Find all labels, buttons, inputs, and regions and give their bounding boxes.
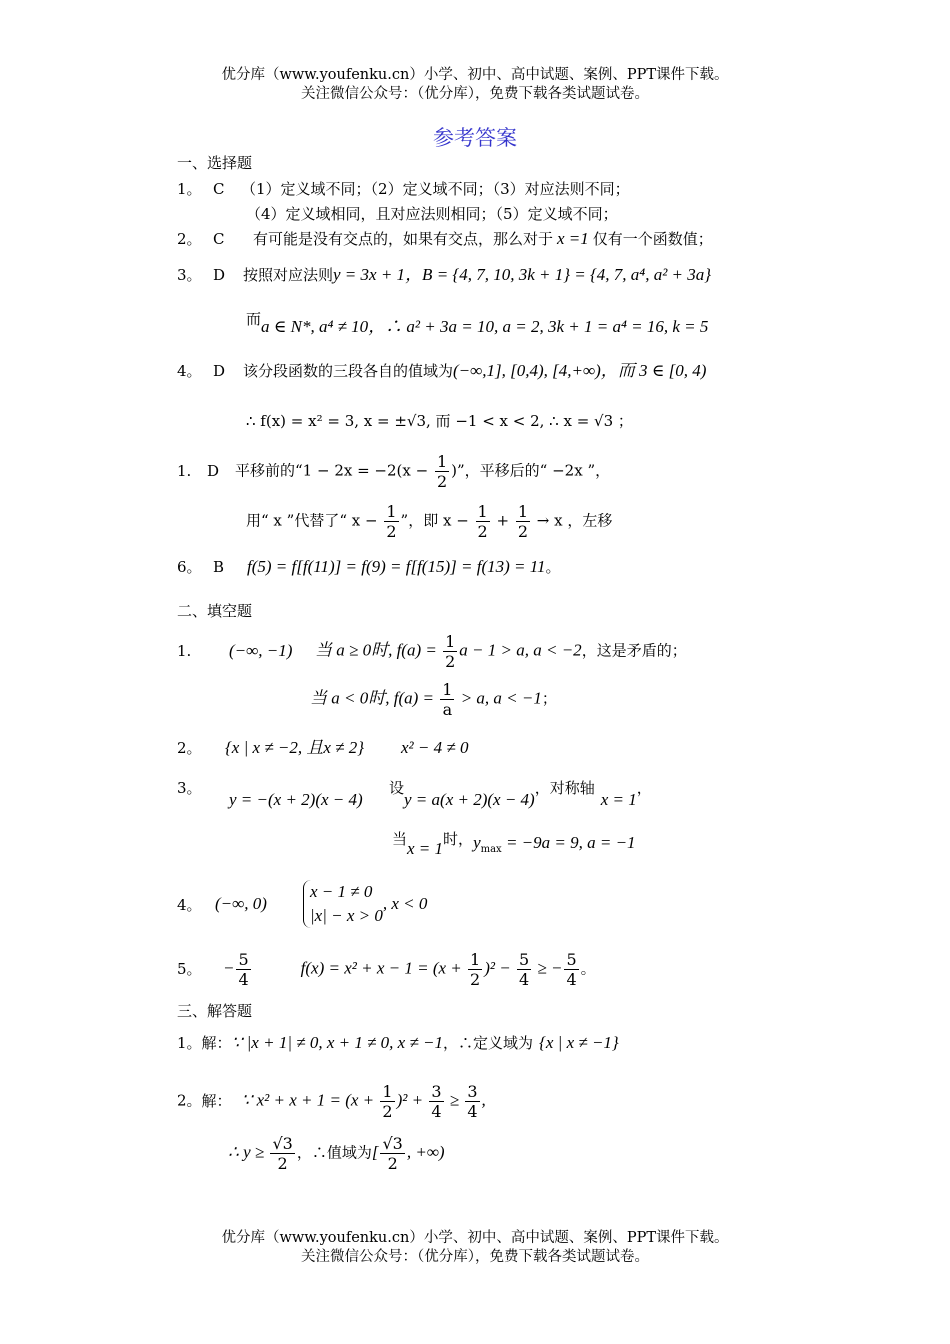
q-answer: D <box>207 461 220 480</box>
q-math: x = 1 <box>407 839 444 858</box>
frac-num: 1 <box>386 502 397 521</box>
q-text: 设 <box>389 779 405 797</box>
fraction <box>440 680 454 719</box>
frac-num: 5 <box>518 950 530 969</box>
fraction <box>564 950 578 989</box>
frac-num: 1 <box>436 452 448 471</box>
fraction-half <box>384 502 398 541</box>
frac-num: √3 <box>272 1134 293 1153</box>
frac-den: a <box>442 700 453 719</box>
frac-den: 2 <box>387 1154 398 1173</box>
s3-q2-line2 <box>228 1134 445 1173</box>
s1-q2 <box>177 228 713 249</box>
q-answer: y = −(x + 2)(x − 4) <box>229 790 363 809</box>
q-text: ”，即 x − <box>400 511 474 530</box>
q-math: )² + <box>396 1090 428 1110</box>
frac-den: 4 <box>518 970 530 989</box>
frac-den: 2 <box>445 652 456 671</box>
s3-q1 <box>177 1032 619 1053</box>
fraction <box>380 1134 404 1173</box>
frac-den: 4 <box>467 1102 478 1121</box>
s2-q5 <box>177 950 596 989</box>
q-number: 1. <box>177 461 192 480</box>
answer-fraction <box>236 950 250 989</box>
q-math: > a, a < −1 <box>456 688 542 708</box>
s1-q1-line2: （4）定义域相同，且对应法则相同；（5）定义域不同； <box>246 205 618 223</box>
section-heading-solve: 三、解答题 <box>177 1002 253 1020</box>
q-math: ∵ |x + 1| ≠ 0, x + 1 ≠ 0, x ≠ −1 <box>231 1033 444 1052</box>
frac-den: 4 <box>238 970 249 989</box>
q-text: + <box>491 511 514 530</box>
s2-q1-line2 <box>310 680 557 719</box>
q-answer: {x | x ≠ −2, 且x ≠ 2} <box>225 738 365 757</box>
q-text: 平移前的“1 − 2x = −2(x − <box>235 461 433 480</box>
q-number: 1。 <box>177 1034 202 1052</box>
q-math: y <box>473 833 481 852</box>
q-answer: (−∞, 0) <box>215 894 267 913</box>
q-answer: B <box>213 558 225 576</box>
q-number: 2。 <box>177 739 202 757</box>
q-text: 按照对应法则 <box>243 266 334 284</box>
fraction <box>517 950 531 989</box>
q-number: 6。 <box>177 558 202 576</box>
s1-q1 <box>177 178 630 199</box>
q-math: [ <box>371 1142 379 1162</box>
q-math: = −9a = 9, a = −1 <box>501 833 636 852</box>
q-math: ，∴ a² + 3a = 10, a = 2, 3k + 1 = a⁴ = 16, k = 5 <box>368 317 709 336</box>
frac-den: 2 <box>382 1102 393 1121</box>
q-math: (−∞,1], [0,4), [4,+∞) <box>453 361 601 380</box>
q-text: ，∴定义域为 <box>443 1034 534 1052</box>
frac-num: 1 <box>445 632 456 651</box>
q-answer: C <box>213 230 225 248</box>
q-math: x² − 4 ≠ 0 <box>401 738 469 757</box>
q-number: 5。 <box>177 959 202 978</box>
s1-q3 <box>177 260 711 285</box>
frac-num: 1 <box>382 1082 393 1101</box>
q-text: 时， <box>443 830 474 848</box>
q-math: a − 1 > a, a < −2 <box>459 640 582 660</box>
s1-q4-line2: ∴ f(x) = x² = 3, x = ±√3, 而 −1 < x < 2, ∴ x = √3 ； <box>246 412 633 430</box>
q-math: a ∈ N*, a⁴ ≠ 10 <box>261 317 369 336</box>
q-math: )² − <box>484 958 515 978</box>
q-answer: D <box>213 362 226 380</box>
page-header <box>0 66 950 104</box>
frac-num: 5 <box>566 950 577 969</box>
frac-den: 4 <box>431 1102 442 1121</box>
frac-num: 1 <box>470 950 481 969</box>
fraction-half <box>435 452 449 491</box>
q-text: ； <box>541 689 557 708</box>
q-label: 解： <box>201 1034 232 1052</box>
q-text: ，这是矛盾的； <box>581 641 687 660</box>
frac-den: 2 <box>386 522 397 541</box>
q-math: ∵ x² + x + 1 = (x + <box>241 1090 379 1110</box>
q-math: ≥ − <box>533 958 563 978</box>
q-math: ，而 3 ∈ [0, 4) <box>600 361 707 380</box>
q-math: , <box>481 1090 486 1110</box>
q-answer: (−∞, −1) <box>229 640 293 660</box>
frac-num: 3 <box>467 1082 478 1101</box>
fraction <box>270 1134 294 1173</box>
q-text: 。 <box>545 558 561 576</box>
q-answer: {x | x ≠ −1} <box>539 1033 619 1052</box>
q-label: 解： <box>201 1091 232 1110</box>
s3-q2 <box>177 1082 486 1121</box>
frac-den: 2 <box>277 1154 288 1173</box>
q-text: 。 <box>580 959 596 978</box>
fraction-half <box>516 502 530 541</box>
q-text: 用“ x ”代替了“ x − <box>246 511 383 530</box>
q-math: y = 3x + 1 <box>333 265 406 284</box>
q-number: 1. <box>177 641 192 660</box>
q-number: 4。 <box>177 362 202 380</box>
header-line-2: 关注微信公众号：（优分库），免费下载各类试题试卷。 <box>301 86 649 102</box>
q-text: 当 <box>392 830 408 848</box>
q-text: （1）定义域不同；（2）定义域不同；（3）对应法则不同； <box>241 180 630 198</box>
q-text: ，对称轴 <box>534 779 595 797</box>
q-text: → x ，左移 <box>532 511 613 530</box>
fraction <box>465 1082 479 1121</box>
s1-q5-line2 <box>246 502 612 541</box>
q-answer: C <box>213 180 225 198</box>
q-text: 该分段函数的三段各自的值域为 <box>243 362 454 380</box>
q-math: f(5) = f[f(11)] = f(9) = f[f(15)] = f(13) = 11 <box>247 557 546 576</box>
q-number: 3。 <box>177 779 202 797</box>
q-answer: D <box>213 266 226 284</box>
s1-q4 <box>177 356 706 381</box>
q-math: 当 a < 0时, f(a) = <box>310 688 439 708</box>
q-answer-sign: − <box>223 958 235 978</box>
s2-q3-line2 <box>392 828 636 859</box>
q-math: , x < 0 <box>382 894 428 913</box>
s2-q2 <box>177 733 468 758</box>
q-math: ≥ <box>445 1090 464 1110</box>
s2-q3 <box>177 777 652 810</box>
section-heading-choice: 一、选择题 <box>177 154 253 172</box>
page-footer <box>0 1229 950 1267</box>
frac-den: 2 <box>436 472 448 491</box>
q-number: 2。 <box>177 1091 202 1110</box>
q-number: 3。 <box>177 266 202 284</box>
q-math: ，B = {4, 7, 10, 3k + 1} = {4, 7, a⁴, a² + 3a} <box>405 265 712 284</box>
q-text: 而 <box>246 310 262 328</box>
frac-den: 2 <box>477 522 488 541</box>
fraction <box>443 632 457 671</box>
system-line-2: |x| − x > 0 <box>310 906 383 925</box>
q-number: 4。 <box>177 895 202 914</box>
footer-line-1: 优分库（www.youfenku.cn）小学、初中、高中试题、案例、PPT课件下载。 <box>221 1230 729 1246</box>
frac-num: 1 <box>477 502 488 521</box>
q-math: ∴ y ≥ <box>228 1142 269 1162</box>
q-text: )”，平移后的“ −2x ”， <box>451 461 611 480</box>
fraction <box>468 950 482 989</box>
frac-den: 4 <box>566 970 577 989</box>
q-math-sub: max <box>480 844 502 855</box>
q-math: x = 1 <box>600 790 637 809</box>
frac-den: 2 <box>517 522 529 541</box>
q-math: , +∞) <box>406 1142 445 1162</box>
q-text-tail: 仅有一个函数值； <box>592 230 713 248</box>
q-text: ， <box>636 779 652 797</box>
system-line-1: x − 1 ≠ 0 <box>310 882 373 901</box>
fraction-half <box>476 502 490 541</box>
q-math: f(x) = x² + x − 1 = (x + <box>300 958 467 978</box>
q-math: x =1 <box>557 229 589 248</box>
q-math: y = a(x + 2)(x − 4) <box>404 790 535 809</box>
s2-q1 <box>177 632 687 671</box>
q-text: 有可能是没有交点的，如果有交点，那么对于 <box>253 230 554 248</box>
frac-num: 1 <box>517 502 529 521</box>
frac-den: 2 <box>470 970 481 989</box>
q-text: ，∴值域为 <box>296 1143 372 1162</box>
inequality-system <box>303 880 383 928</box>
fraction <box>380 1082 394 1121</box>
s1-q3-line2 <box>246 308 708 337</box>
frac-num: 5 <box>238 950 249 969</box>
s2-q4 <box>177 880 427 928</box>
page-title: 参考答案 <box>433 126 517 150</box>
frac-num: 3 <box>431 1082 442 1101</box>
header-line-1: 优分库（www.youfenku.cn）小学、初中、高中试题、案例、PPT课件下载。 <box>221 67 729 83</box>
q-math: 当 a ≥ 0时, f(a) = <box>315 640 442 660</box>
footer-line-2: 关注微信公众号：（优分库），免费下载各类试题试卷。 <box>301 1249 649 1265</box>
frac-num: √3 <box>382 1134 403 1153</box>
s1-q5 <box>177 452 610 491</box>
section-heading-fill: 二、填空题 <box>177 602 253 620</box>
s1-q6 <box>177 556 561 577</box>
q-number: 2。 <box>177 230 202 248</box>
q-number: 1。 <box>177 180 202 198</box>
frac-num: 1 <box>442 680 453 699</box>
fraction <box>429 1082 443 1121</box>
